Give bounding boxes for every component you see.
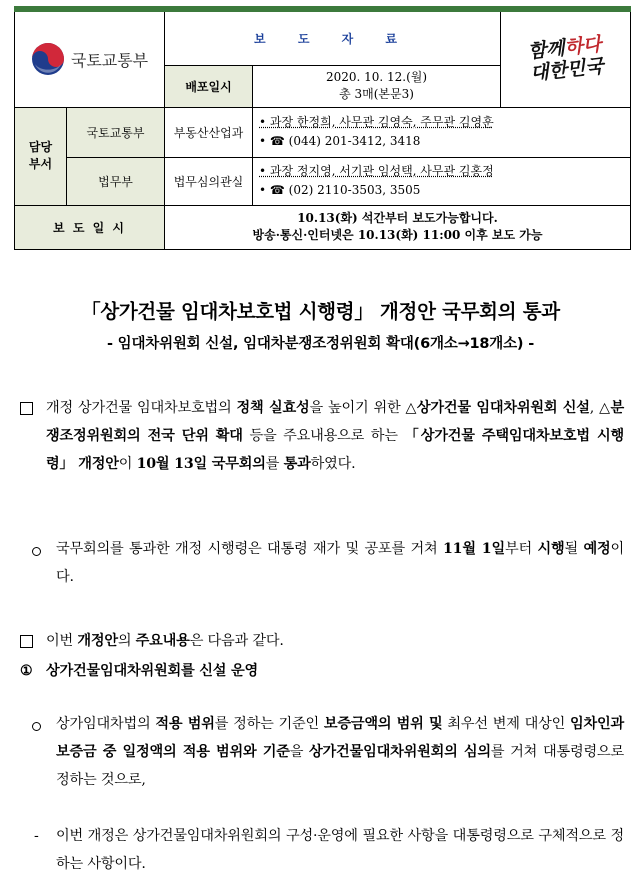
section-1-number: ① [20,663,33,679]
page-count: 총 3매(본문3) [339,87,414,101]
text: 하였다. [310,456,356,472]
contact-label-text: 담당부서 [28,140,53,171]
slogan-part-a: 함께 [526,37,566,64]
text: 을 높이기 위한 △ [309,400,417,416]
text: 최우선 변제 대상인 [442,716,570,732]
paragraph-schedule [56,535,624,591]
text: 이다. [56,541,625,585]
slogan-part-c: 대한민국 [528,55,605,85]
text-bold: 적용 범위 [155,716,215,732]
press-release-header [14,6,631,250]
text: 상가임대차법의 [56,716,156,732]
contact-department-2: 법무심의관실 [165,157,253,205]
contact-label [15,107,67,205]
ministry-name: 국토교통부 [70,50,149,70]
text: 국무회의를 통과한 개정 시행령은 대통령 재가 및 공포를 거쳐 [56,541,444,557]
contact-details-2 [253,157,631,205]
contact-department-1: 부동산산업과 [165,107,253,157]
text-bold: 통과 [283,456,311,472]
text-bold: 시행 [537,541,565,557]
text: 를 [265,456,284,472]
text-bold: 보증금액의 범위 및 [323,716,443,732]
text: 를 정하는 기준인 [214,716,324,732]
contact-persons-1: • 과장 한정희, 사무관 김영숙, 주무관 김영훈 [259,115,494,129]
contact-ministry-1: 국토교통부 [67,107,165,157]
embargo-label: 보 도 일 시 [15,205,165,249]
text-bold: 임차인과 보증금 중 일정액의 적용 범위와 기준 [56,716,624,760]
paragraph-intro [46,627,624,655]
text-bold: 10월 13일 국무회의 [136,456,266,472]
slogan-part-b: 하다 [563,33,603,60]
text-bold: 예정 [583,541,611,557]
contact-phone-2: • ☎ (02) 2110-3503, 3505 [259,183,421,197]
text: 개정 상가건물 임대차보호법의 [46,400,237,416]
sub-title: - 임대차위원회 신설, 임대차분쟁조정위원회 확대(6개소→18개소) - [106,336,535,352]
text-bold: 상가건물임대차위원회의 심의 [309,744,491,760]
text-bold: 상가건물 임대차위원회 신설 [416,400,590,416]
text: 은 다음과 같다. [189,633,284,649]
text-bold: 「상가건물 주택임대차보호법 시행령」 개정안 [46,428,624,472]
circle-bullet-icon [32,717,41,735]
slogan-logo [501,9,631,107]
text: 이번 [46,633,78,649]
main-title: 「상가건물 임대차보호법 시행령」 개정안 국무회의 통과 [81,300,560,323]
text: 를 거쳐 대통령령으로 정하는 것으로, [56,744,624,788]
text-bold: 개정안 [77,633,118,649]
text: 을 [289,744,310,760]
paragraph-scope [56,710,624,794]
text: 부터 [504,541,538,557]
text-bold: 정책 실효성 [236,400,310,416]
embargo-line-2: 방송·통신·인터넷은 10.13(화) 11:00 이후 보도 가능 [252,228,543,242]
text: 의 [117,633,136,649]
contact-ministry-2: 법무부 [67,157,165,205]
embargo-info [165,205,631,249]
section-1-title: 상가건물임대차위원회를 신설 운영 [46,663,259,679]
ministry-logo-cell [15,9,165,107]
section-1-heading [20,657,620,685]
text: 될 [564,541,584,557]
contact-phone-1: • ☎ (044) 201-3412, 3418 [259,134,421,148]
distribution-date-text: 2020. 10. 12.(월) [325,70,428,84]
distribution-label: 배포일시 [165,65,253,107]
press-release-title: 보 도 자 료 [165,9,501,65]
distribution-date [253,65,501,107]
paragraph-summary [46,394,624,478]
square-bullet-icon [20,634,33,652]
text: , △ [589,400,611,416]
text: 이 [118,456,137,472]
square-bullet-icon [20,401,33,419]
text-bold: 분쟁조정위원회의 전국 단위 확대 [46,400,625,444]
text: 이번 개정은 상가건물임대차위원회의 구성·운영에 필요한 사항을 대통령령으로 구체적으로 정하는 사항이다. [56,828,624,872]
taegeuk-emblem-icon [31,42,65,76]
embargo-line-1: 10.13(화) 석간부터 보도가능합니다. [297,211,498,225]
text-bold: 11월 1일 [443,541,505,557]
text-bold: 주요내용 [135,633,190,649]
circle-bullet-icon [32,542,41,560]
text: 등을 주요내용으로 하는 [242,428,405,444]
paragraph-detail [34,822,624,878]
dash-bullet: - [34,828,39,844]
contact-persons-2: • 과장 정지영, 서기관 임성택, 사무관 김홍정 [259,164,494,178]
contact-details-1 [253,107,631,157]
